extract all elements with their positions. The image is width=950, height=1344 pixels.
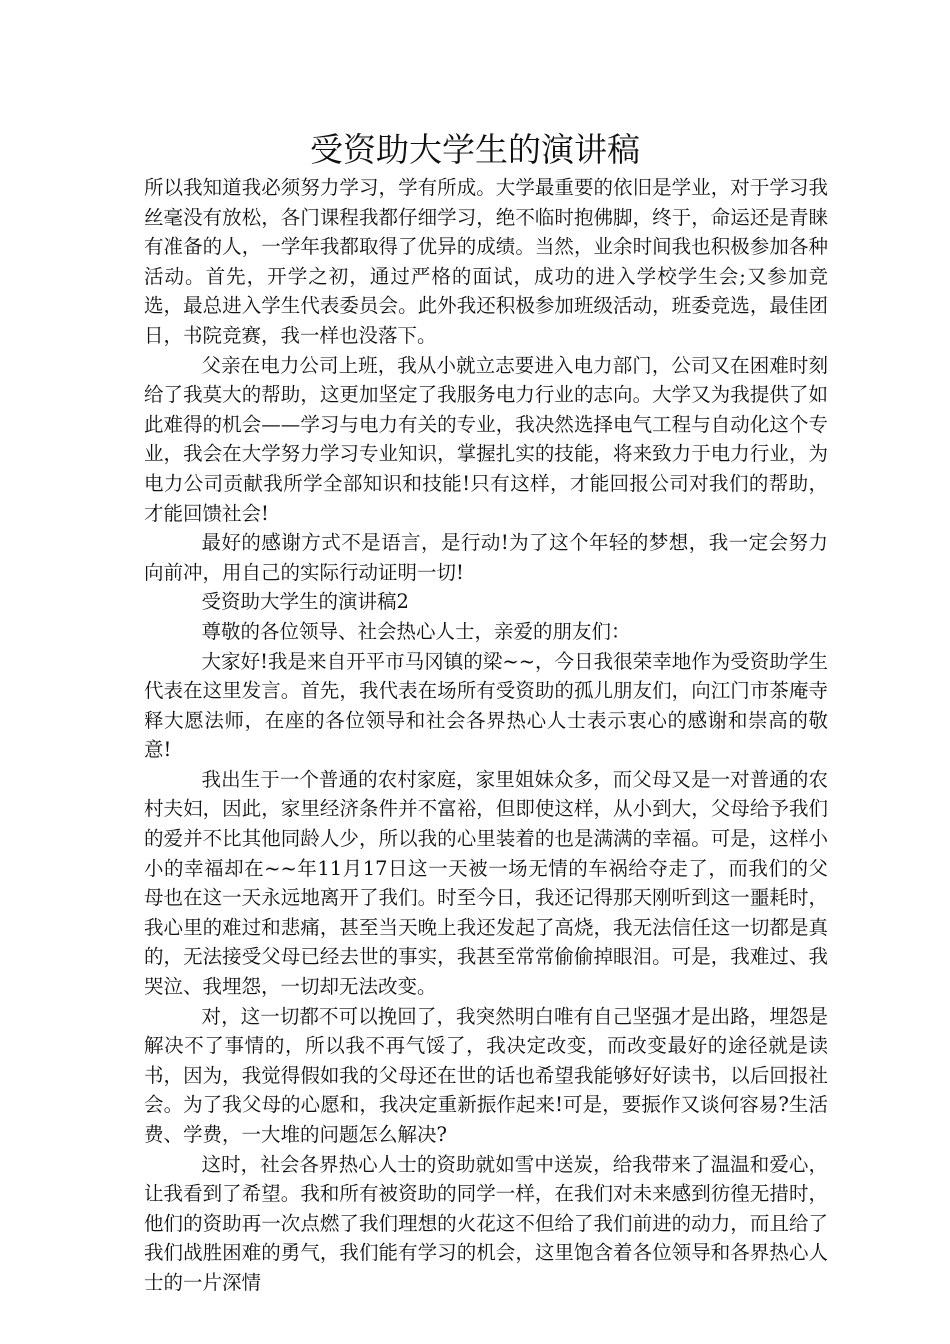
salutation: 尊敬的各位领导、社会热心人士，亲爱的朋友们： <box>201 619 631 643</box>
document-title: 受资助大学生的演讲稿 <box>310 130 640 169</box>
paragraph: 所以我知道我必须努力学习，学有所成。大学最重要的依旧是学业，对于学习我丝毫没有放松，各门课程我都仔细学习，绝不临时抱佛脚，终于，命运还是青睐有准备的人，一学年我都取得了优异的成绩。当然，业余时间我也积极参加各种活动。首先，开学之初，通过严格的面试，成功的进入学校学生会;又参加竞选，最总进入学生代表委员会。此外我还积极参加班级活动，班委竞选，最佳团日，书院竞赛，我一样也没落下。 <box>144 176 828 347</box>
paragraph: 父亲在电力公司上班，我从小就立志要进入电力部门，公司又在困难时刻给了我莫大的帮助，这更加坚定了我服务电力行业的志向。大学又为我提供了如此难得的机会——学习与电力有关的专业，我决然选择电气工程与自动化这个专业，我会在大学努力学习专业知识，掌握扎实的技能，将来致力于电力行业，为电力公司贡献我所学全部知识和技能!只有这样，才能回报公司对我们的帮助，才能回馈社会! <box>144 353 828 525</box>
document-body <box>144 173 828 1298</box>
paragraph: 大家好!我是来自开平市马冈镇的梁~~，今日我很荣幸地作为受资助学生代表在这里发言。首先，我代表在场所有受资助的孤儿朋友们，向江门市茶庵寺释大愿法师，在座的各位领导和社会各界热心人士表示衷心的感谢和崇高的敬意! <box>144 649 828 762</box>
paragraph: 这时，社会各界热心人士的资助就如雪中送炭，给我带来了温温和爱心，让我看到了希望。我和所有被资助的同学一样，在我们对未来感到彷徨无措时，他们的资助再一次点燃了我们理想的火花这不但给了我们前进的动力，而且给了我们战胜困难的勇气，我们能有学习的机会，这里饱含着各位领导和各界热心人士的一片深情 <box>144 1152 828 1294</box>
section-heading: 受资助大学生的演讲稿2 <box>201 590 409 614</box>
paragraph: 最好的感谢方式不是语言，是行动!为了这个年轻的梦想，我一定会努力向前冲，用自己的实际行动证明一切! <box>144 531 828 584</box>
paragraph: 对，这一切都不可以挽回了，我突然明白唯有自己坚强才是出路，埋怨是解决不了事情的，所以我不再气馁了，我决定改变，而改变最好的途径就是读书，因为，我觉得假如我的父母还在世的话也希望我能够好好读书，以后回报社会。为了我父母的心愿和，我决定重新振作起来!可是，要振作又谈何容易?生活费、学费，一大堆的问题怎么解决? <box>144 1004 828 1146</box>
paragraph: 我出生于一个普通的农村家庭，家里姐妹众多，而父母又是一对普通的农村夫妇，因此，家里经济条件并不富裕，但即使这样，从小到大，父母给予我们的爱并不比其他同龄人少，所以我的心里装着的也是满满的幸福。可是，这样小小的幸福却在~~年11月17日这一天被一场无情的车祸给夺走了，而我们的父母也在这一天永远地离开了我们。时至今日，我还记得那天刚听到这一噩耗时，我心里的难过和悲痛，甚至当天晚上我还发起了高烧，我无法信任这一切都是真的，无法接受父母已经去世的事实，我甚至常常偷偷掉眼泪。可是，我难过、我哭泣、我埋怨，一切却无法改变。 <box>144 767 828 999</box>
